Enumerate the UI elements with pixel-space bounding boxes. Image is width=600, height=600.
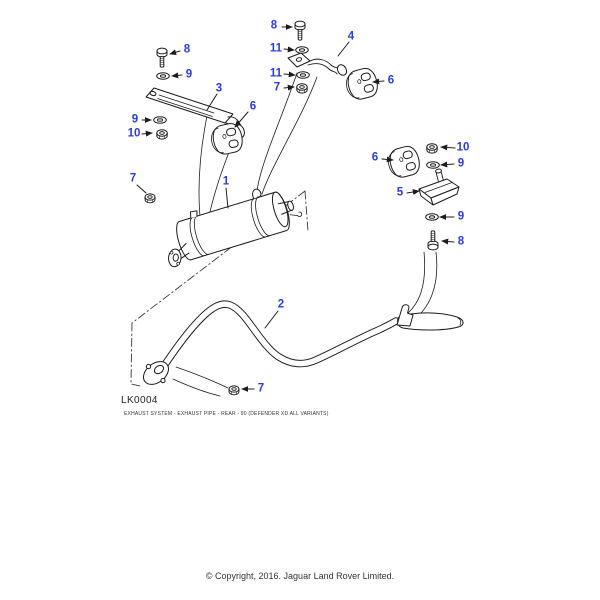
callout-3: 3 [215,82,223,95]
callout-9: 9 [457,157,465,170]
callout-9: 9 [457,210,465,223]
callout-6: 6 [249,100,257,113]
nut-part-7-top [297,84,307,93]
callout-8: 8 [457,235,465,248]
callout-11: 11 [269,42,283,55]
washer-part-9-a [157,73,170,79]
silencer-part-1 [154,175,306,270]
callout-5: 5 [396,186,404,199]
bolt-part-8-left [157,48,167,67]
bolt-part-8-right [428,231,438,250]
nut-part-7-muffler [145,194,155,203]
copyright-notice: © Copyright, 2016. Jaguar Land Rover Limited. [205,571,395,581]
callout-7: 7 [129,172,137,185]
diagram-caption: EXHAUST SYSTEM - EXHAUST PIPE - REAR - 90 (DEFENDER XD ALL VARIANTS) [124,411,329,417]
callout-11: 11 [269,67,283,80]
washer-part-11-a [296,47,309,53]
rubber-mount-part-6-right [385,144,422,180]
callout-10: 10 [127,127,141,140]
tailpipe-part-2 [139,304,463,389]
nut-part-10-left [157,130,167,139]
bolt-part-8-top [295,21,305,40]
nut-part-7-pipe [229,386,239,395]
callout-9: 9 [185,68,193,81]
callout-1: 1 [222,175,230,188]
callout-4: 4 [347,30,355,43]
washer-part-9-d [426,214,439,220]
callout-2: 2 [277,298,285,311]
nut-part-10-right [427,144,437,153]
callout-7: 7 [273,81,281,94]
rubber-mount-part-6-top [343,66,380,102]
callout-7: 7 [257,382,265,395]
diagram-code: LK0004 [121,395,158,406]
washer-part-9-b [154,117,167,123]
callout-8: 8 [270,19,278,32]
callout-9: 9 [131,113,139,126]
callout-6: 6 [387,74,395,87]
washer-part-11-b [297,72,310,78]
callout-8: 8 [183,43,191,56]
bracket-part-5 [419,169,459,205]
callout-10: 10 [456,141,470,154]
callout-6: 6 [371,151,379,164]
washer-part-9-c [427,162,440,168]
